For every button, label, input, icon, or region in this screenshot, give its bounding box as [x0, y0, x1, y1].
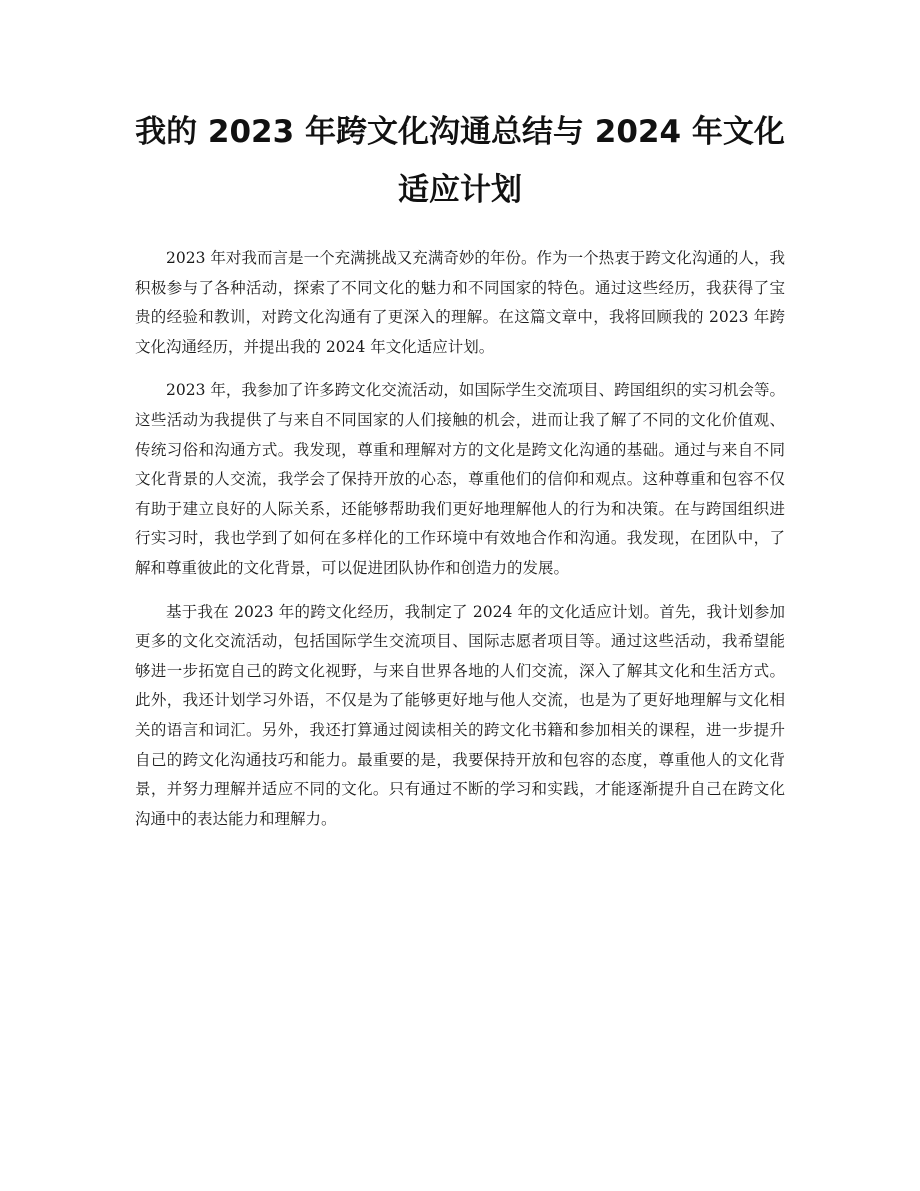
paragraph-1: 2023 年对我而言是一个充满挑战又充满奇妙的年份。作为一个热衷于跨文化沟通的人，我积极参与了各种活动，探索了不同文化的魅力和不同国家的特色。通过这些经历，我获得了宝贵的经验和教训，对跨文化沟通有了更深入的理解。在这篇文章中，我将回顾我的 2023 年跨文化沟通经历，并提出我的 2024 年文化适应计划。 [135, 249, 785, 356]
document-body [135, 244, 785, 848]
title-line-1: 我的 2023 年跨文化沟通总结与 2024 年文化 [135, 114, 785, 150]
paragraph-3: 基于我在 2023 年的跨文化经历，我制定了 2024 年的文化适应计划。首先，我计划参加更多的文化交流活动，包括国际学生交流项目、国际志愿者项目等。通过这些活动，我希望能够进一步拓宽自己的跨文化视野，与来自世界各地的人们交流，深入了解其文化和生活方式。此外，我还计划学习外语，不仅是为了能够更好地与他人交流，也是为了更好地理解与文化相关的语言和词汇。另外，我还打算通过阅读相关的跨文化书籍和参加相关的课程，进一步提升自己的跨文化沟通技巧和能力。最重要的是，我要保持开放和包容的态度，尊重他人的文化背景，并努力理解并适应不同的文化。只有通过不断的学习和实践，才能逐渐提升自己在跨文化沟通中的表达能力和理解力。 [135, 602, 785, 828]
document-title [100, 103, 820, 219]
paragraph-2: 2023 年，我参加了许多跨文化交流活动，如国际学生交流项目、跨国组织的实习机会等。这些活动为我提供了与来自不同国家的人们接触的机会，进而让我了解了不同的文化价值观、传统习俗和沟通方式。我发现，尊重和理解对方的文化是跨文化沟通的基础。通过与来自不同文化背景的人交流，我学会了保持开放的心态，尊重他们的信仰和观点。这种尊重和包容不仅有助于建立良好的人际关系，还能够帮助我们更好地理解他人的行为和决策。在与跨国组织进行实习时，我也学到了如何在多样化的工作环境中有效地合作和沟通。我发现，在团队中，了解和尊重彼此的文化背景，可以促进团队协作和创造力的发展。 [135, 381, 785, 577]
title-line-2: 适应计划 [398, 172, 522, 208]
